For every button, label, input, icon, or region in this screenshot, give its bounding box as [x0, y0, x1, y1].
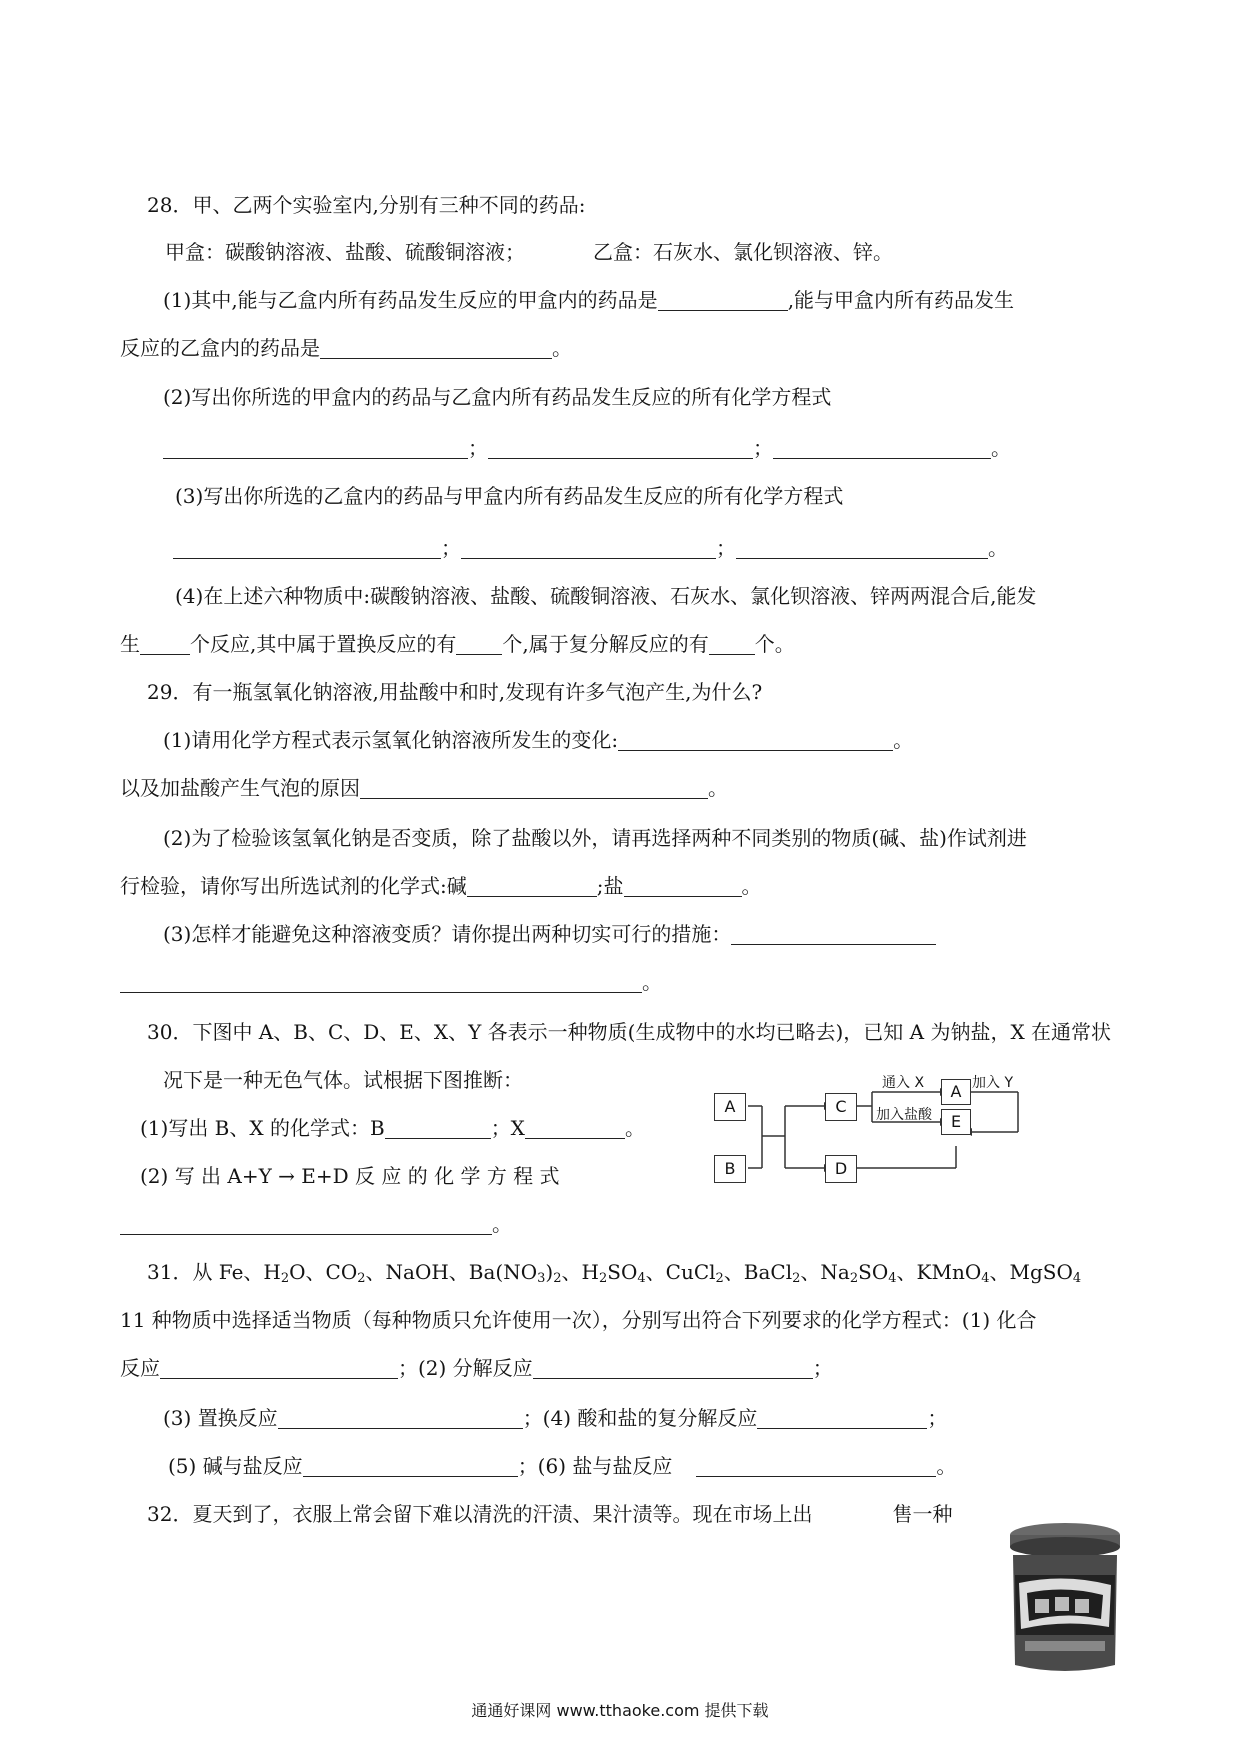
- q31-label: ；(4) 酸和盐的复分解反应: [522, 1406, 758, 1430]
- answer-blank[interactable]: [360, 778, 708, 799]
- answer-blank[interactable]: [140, 634, 190, 655]
- q30-part2-answer: [120, 1212, 512, 1236]
- q29-stem: 29．有一瓶氢氧化钠溶液,用盐酸中和时,发现有许多气泡产生,为什么?: [147, 680, 763, 704]
- q28-p4-text-c: 个反应,其中属于置换反应的有: [190, 632, 457, 656]
- q31-stem-part: 、NaOH、Ba(NO: [365, 1260, 538, 1284]
- q31-stem-part: ): [545, 1260, 554, 1284]
- separator: ；: [468, 436, 488, 460]
- q31-label: (5) 碱与盐反应: [168, 1454, 303, 1478]
- q30-part2: (2) 写 出 A+Y → E+D 反 应 的 化 学 方 程 式: [140, 1164, 560, 1188]
- answer-blank[interactable]: [467, 876, 597, 897]
- subscript: 2: [792, 1271, 801, 1286]
- subscript: 2: [715, 1271, 724, 1286]
- answer-blank[interactable]: [773, 438, 991, 459]
- terminator: 。: [642, 970, 662, 994]
- subscript: 2: [598, 1271, 608, 1286]
- subscript: 4: [981, 1271, 990, 1286]
- answer-blank[interactable]: [757, 1408, 927, 1429]
- terminator: 。: [991, 436, 1011, 460]
- separator: ；: [716, 536, 736, 560]
- q29-p3-text: (3)怎样才能避免这种溶液变质？请你提出两种切实可行的措施：: [163, 922, 732, 946]
- answer-blank[interactable]: [163, 438, 468, 459]
- q31-line5: [168, 1454, 956, 1478]
- q28-box-b: 乙盒：石灰水、氯化钡溶液、锌。: [593, 240, 893, 264]
- q30-stem-line1: 30．下图中 A、B、C、D、E、X、Y 各表示一种物质(生成物中的水均已略去)，已知 A 为钠盐，X 在通常状: [147, 1020, 1112, 1044]
- q31-label: 反应: [120, 1356, 160, 1380]
- q28-part1-line2: [120, 336, 572, 360]
- answer-blank[interactable]: [385, 1118, 491, 1139]
- q28-p1-text-a: (1)其中,能与乙盒内所有药品发生反应的甲盒内的药品是: [163, 288, 658, 312]
- q29-p2-text-b: 行检验，请你写出所选试剂的化学式:碱: [120, 874, 467, 898]
- q31-stem-part: O、CO: [289, 1260, 358, 1284]
- answer-blank[interactable]: [173, 538, 441, 559]
- separator: ；: [812, 1356, 833, 1380]
- terminator: 。: [741, 874, 762, 898]
- q32-stem-part-a: 32．夏天到了，衣服上常会留下难以清洗的汗渍、果汁渍等。现在市场上出: [147, 1502, 813, 1526]
- q28-p1-text-b: ,能与甲盒内所有药品发生: [787, 288, 1015, 312]
- q31-label: ；(6) 盐与盐反应: [517, 1454, 673, 1478]
- answer-blank[interactable]: [731, 924, 936, 945]
- q29-part3-line1: [163, 922, 936, 946]
- q31-stem-part: 、MgSO: [989, 1260, 1073, 1284]
- q28-box-a: 甲盒：碳酸钠溶液、盐酸、硫酸铜溶液；: [165, 240, 525, 264]
- q31-stem-part: 31．从 Fe、H: [147, 1260, 281, 1284]
- q31-label: (3) 置换反应: [163, 1406, 278, 1430]
- q29-part1-line1: [163, 728, 913, 752]
- answer-blank[interactable]: [120, 1214, 492, 1235]
- q31-stem: [147, 1260, 1081, 1291]
- answer-blank[interactable]: [278, 1408, 523, 1429]
- q31-stem-part: 、Na: [800, 1260, 850, 1284]
- label-pass-x: 通入 X: [882, 1075, 925, 1091]
- terminator: 。: [893, 728, 914, 752]
- subscript: 2: [849, 1271, 859, 1286]
- answer-blank[interactable]: [736, 538, 988, 559]
- q30-stem-line2: 况下是一种无色气体。试根据下图推断：: [163, 1068, 523, 1092]
- q28-part2-answers: [163, 436, 1011, 460]
- q31-line2: 11 种物质中选择适当物质（每种物质只允许使用一次），分别写出符合下列要求的化学方程式：(1) 化合: [120, 1308, 1037, 1332]
- q28-part4-line2: [120, 632, 795, 656]
- q31-stem-part: 、BaCl: [723, 1260, 793, 1284]
- q28-stem: 28．甲、乙两个实验室内,分别有三种不同的药品:: [147, 193, 586, 217]
- terminator: 。: [988, 536, 1008, 560]
- q29-part1-line2: [120, 776, 728, 800]
- q28-p1-text-d: 。: [552, 336, 572, 360]
- subscript: 2: [357, 1271, 366, 1286]
- q31-stem-part: SO: [858, 1260, 889, 1284]
- q29-part2-line1: (2)为了检验该氢氧化钠是否变质，除了盐酸以外，请再选择两种不同类别的物质(碱、盐)作试剂进: [163, 826, 1027, 850]
- answer-blank[interactable]: [320, 338, 552, 359]
- subscript: 4: [1072, 1271, 1082, 1286]
- answer-blank[interactable]: [303, 1456, 518, 1477]
- q31-line4: [163, 1406, 947, 1430]
- q32-stem-part-b: 售一种: [892, 1502, 953, 1526]
- label-add-hcl: 加入盐酸: [876, 1107, 932, 1123]
- q28-p1-text-c: 反应的乙盒内的药品是: [120, 336, 320, 360]
- node-b: B: [714, 1155, 746, 1183]
- node-e: E: [941, 1109, 971, 1135]
- node-d: D: [825, 1155, 857, 1183]
- answer-blank[interactable]: [709, 634, 755, 655]
- node-a-right: A: [941, 1079, 971, 1105]
- q29-p1-text-b: 以及加盐酸产生气泡的原因: [120, 776, 360, 800]
- answer-blank[interactable]: [525, 1118, 625, 1139]
- q28-part3-answers: [173, 536, 1008, 560]
- answer-blank[interactable]: [624, 876, 742, 897]
- separator: ；: [927, 1406, 948, 1430]
- terminator: 。: [936, 1454, 957, 1478]
- subscript: 4: [888, 1271, 897, 1286]
- separator: ；: [753, 436, 773, 460]
- q29-p1-text-a: (1)请用化学方程式表示氢氧化钠溶液所发生的变化:: [163, 728, 619, 752]
- terminator: 。: [708, 776, 728, 800]
- subscript: 2: [553, 1271, 562, 1286]
- answer-blank[interactable]: [488, 438, 753, 459]
- q29-part2-line2: [120, 874, 762, 898]
- footer-credit: 通通好课网 www.tthaoke.com 提供下载: [471, 1701, 769, 1720]
- node-c: C: [825, 1093, 857, 1121]
- subscript: 2: [280, 1271, 290, 1286]
- terminator: 。: [624, 1116, 645, 1140]
- q28-p4-text-b: 生: [120, 632, 140, 656]
- answer-blank[interactable]: [456, 634, 502, 655]
- q31-stem-part: 、H: [561, 1260, 599, 1284]
- answer-blank[interactable]: [618, 730, 893, 751]
- answer-blank[interactable]: [696, 1456, 936, 1477]
- subscript: 3: [537, 1271, 546, 1286]
- q32-stem: [147, 1502, 952, 1526]
- q30-p1-text-b: ；X: [490, 1116, 525, 1140]
- answer-blank[interactable]: [160, 1358, 398, 1379]
- answer-blank[interactable]: [533, 1358, 813, 1379]
- q31-line3: [120, 1356, 833, 1380]
- q31-stem-part: SO: [607, 1260, 638, 1284]
- separator: ；: [441, 536, 461, 560]
- answer-blank[interactable]: [120, 972, 642, 993]
- q31-stem-part: 、CuCl: [645, 1260, 716, 1284]
- q29-p2-text-c: ;盐: [596, 874, 624, 898]
- q28-part4-line1: (4)在上述六种物质中:碳酸钠溶液、盐酸、硫酸铜溶液、石灰水、氯化钡溶液、锌两两混合后,能发: [175, 584, 1037, 608]
- label-add-y: 加入 Y: [972, 1075, 1014, 1091]
- q30-part1: [140, 1116, 645, 1140]
- q28-part3: (3)写出你所选的乙盒内的药品与甲盒内所有药品发生反应的所有化学方程式: [175, 484, 844, 508]
- q30-p1-text-a: (1)写出 B、X 的化学式：B: [140, 1116, 385, 1140]
- q28-p4-text-d: 个,属于复分解反应的有: [502, 632, 709, 656]
- detergent-jar-image: [1005, 1515, 1125, 1675]
- subscript: 4: [637, 1271, 646, 1286]
- q28-part1-line1: [163, 288, 1014, 312]
- node-a-left: A: [714, 1093, 746, 1121]
- q31-label: ；(2) 分解反应: [398, 1356, 533, 1380]
- terminator: 。: [492, 1212, 512, 1236]
- q29-part3-line2: [120, 970, 662, 994]
- q31-stem-part: 、KMnO: [896, 1260, 982, 1284]
- answer-blank[interactable]: [658, 290, 788, 311]
- answer-blank[interactable]: [461, 538, 716, 559]
- q28-p4-text-e: 个。: [754, 632, 795, 656]
- q28-part2: (2)写出你所选的甲盒内的药品与乙盒内所有药品发生反应的所有化学方程式: [163, 385, 832, 409]
